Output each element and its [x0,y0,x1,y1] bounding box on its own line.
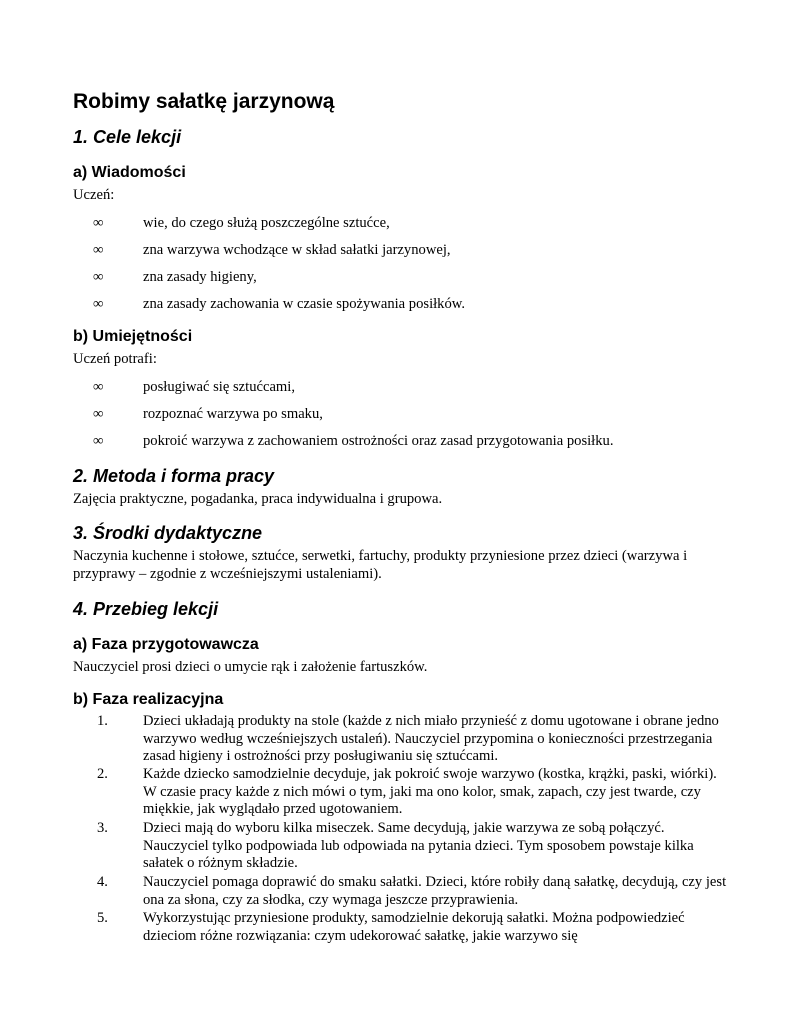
list-item: ∞ zna warzywa wchodzące w skład sałatki jarzynowej, [93,242,451,258]
document-title: Robimy sałatkę jarzynową [73,90,335,113]
list-item: ∞ zna zasady zachowania w czasie spożywania posiłków. [93,296,466,312]
step-number: 5. [97,910,108,926]
infinity-bullet-icon: ∞ [93,433,104,449]
infinity-bullet-icon: ∞ [93,215,104,231]
step-number: 2. [97,766,108,782]
method-text: Zajęcia praktyczne, pogadanka, praca indywidualna i grupowa. [73,491,443,507]
step-text: Dzieci mają do wyboru kilka miseczek. Same decydują, jakie warzywa ze sobą połączyć. Nauczyciel tylko podpowiada lub odpowiada na pytania dzieci. Tym sposobem powstaje kilka sałatek o różnym składzie. [143,820,694,871]
infinity-bullet-icon: ∞ [93,406,104,422]
infinity-bullet-icon: ∞ [93,296,104,312]
step-number: 1. [97,713,108,729]
list-item: ∞ wie, do czego służą poszczególne sztućce, [93,215,390,231]
step-text: Nauczyciel pomaga doprawić do smaku sałatki. Dzieci, które robiły daną sałatkę, decydują, czy jest ona za słona, czy za słodka, czy wymaga jeszcze przyprawienia. [143,874,727,908]
section-heading-resources: 3. Środki dydaktyczne [73,523,263,543]
list-item: ∞ pokroić warzywa z zachowaniem ostrożności oraz zasad przygotowania posiłku. [93,433,614,449]
step-text: Każde dziecko samodzielnie decyduje, jak pokroić swoje warzywo (kostka, krążki, paski, wiórki). W czasie pracy każde z nich mówi o tym, jaki ma ono kolor, smak, zapach, czy jest twarde, czy miękkie, jak wyglądało przed ugotowaniem. [143,766,717,817]
resources-text: Naczynia kuchenne i stołowe, sztućce, serwetki, fartuchy, produkty przyniesione przez dzieci (warzywa i przyprawy – zgodnie z wcześniejszymi ustaleniami). [73,548,688,582]
infinity-bullet-icon: ∞ [93,379,104,395]
list-item: ∞ posługiwać się sztućcami, [93,379,295,395]
section-heading-goals: 1. Cele lekcji [73,127,182,147]
subheading-skills: b) Umiejętności [73,328,193,345]
preparation-text: Nauczyciel prosi dzieci o umycie rąk i założenie fartuszków. [73,659,428,675]
step-number: 3. [97,820,108,836]
step-number: 4. [97,874,108,890]
step-text: Dzieci układają produkty na stole (każde z nich miało przynieść z domu ugotowane i obrane jedno warzywo według wcześniejszych ustaleń). Nauczyciel przypomina o konieczności przestrzegania zasad higieny i ostrożności przy posługiwaniu się sztućcami. [143,713,719,764]
skills-intro: Uczeń potrafi: [73,351,157,367]
list-item: ∞ zna zasady higieny, [93,269,257,285]
step-text: Wykorzystując przyniesione produkty, samodzielnie dekorują sałatki. Można podpowiedzieć dzieciom różne rozwiązania: czym udekorować sałatkę, jakie warzywo się [143,910,685,944]
section-heading-method: 2. Metoda i forma pracy [73,466,275,486]
section-heading-procedure: 4. Przebieg lekcji [73,599,219,619]
subheading-preparation: a) Faza przygotowawcza [73,636,259,653]
infinity-bullet-icon: ∞ [93,242,104,258]
subheading-knowledge: a) Wiadomości [73,164,186,181]
knowledge-intro: Uczeń: [73,187,115,203]
infinity-bullet-icon: ∞ [93,269,104,285]
subheading-realization: b) Faza realizacyjna [73,691,224,708]
list-item: ∞ rozpoznać warzywa po smaku, [93,406,323,422]
